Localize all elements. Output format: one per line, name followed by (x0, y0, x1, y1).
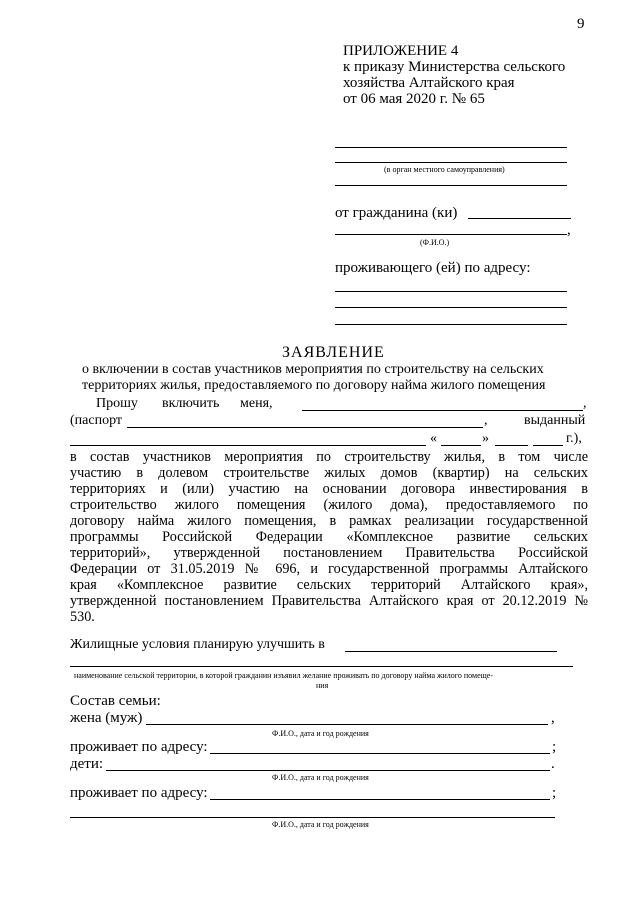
appendix-title: ПРИЛОЖЕНИЕ 4 (343, 43, 459, 59)
passport-label: (паспорт (70, 413, 123, 428)
address-line-1 (335, 291, 567, 292)
organ-caption: (в орган местного самоуправления) (384, 165, 505, 174)
date-year-line (533, 445, 563, 446)
from-citizen-label: от гражданина (ки) (335, 205, 458, 221)
body-line-7: территорий», утвержденной постановлением Правительства Российской (70, 545, 588, 561)
body-line-6: программы Российской Федерации «Комплексное развитие сельских (70, 529, 588, 545)
territory-caption-2: ния (316, 681, 329, 690)
applicant-line-comma: , (583, 396, 587, 411)
territory-line (70, 666, 573, 667)
spouse-address-line (210, 753, 550, 754)
territory-caption-1: наименование сельской территории, в которой гражданин изъявил желание проживать по договору найма жилого помеще- (74, 671, 493, 680)
statement-subtitle-1: о включении в состав участников мероприятия по строительству на сельских (82, 362, 544, 377)
body-line-11: 530. (70, 609, 95, 625)
body-line-9: края «Комплексное развитие сельских территорий Алтайского края», (70, 577, 588, 593)
appendix-line-2: хозяйства Алтайского края (343, 75, 515, 91)
date-month-line (495, 445, 528, 446)
statement-subtitle-2: территориях жилья, предоставляемого по договору найма жилого помещения (82, 378, 546, 393)
children-address-label: проживает по адресу: (70, 785, 208, 801)
children-address-end: ; (552, 785, 557, 801)
passport-line (127, 427, 483, 428)
body-line-5: договору найма жилого помещения, в рамках реализации государственной (70, 513, 588, 529)
from-citizen-line (468, 218, 571, 219)
body-line-2: участию в долевом строительстве жилых домов (квартир) на сельских (70, 465, 588, 481)
passport-comma: , (484, 413, 488, 428)
spouse-comma: , (551, 710, 555, 726)
extra-line-right (370, 817, 555, 818)
family-title: Состав семьи: (70, 693, 161, 709)
housing-line (345, 651, 557, 652)
spouse-address-end: ; (552, 739, 557, 755)
fio-line-comma: , (567, 222, 571, 238)
request-word-1: Прошу (96, 396, 138, 411)
spouse-line (146, 724, 548, 725)
date-open-quote: « (430, 431, 437, 446)
children-address-line (210, 799, 550, 800)
appendix-line-1: к приказу Министерства сельского (343, 59, 566, 75)
request-word-3: меня, (240, 396, 273, 411)
body-line-1: в состав участников мероприятия по строительству жилья, в том числе (70, 449, 588, 465)
body-line-3: территориях и (или) участию на основании договора инвестирования в (70, 481, 588, 497)
organ-line-1 (335, 147, 567, 148)
children-end: . (551, 756, 555, 772)
housing-label: Жилищные условия планирую улучшить в (70, 637, 325, 652)
appendix-line-3: от 06 мая 2020 г. № 65 (343, 91, 485, 107)
children-line (106, 770, 550, 771)
children-caption: Ф.И.О., дата и год рождения (272, 773, 369, 782)
body-line-10: утвержденной постановлением Правительства Алтайского края от 20.12.2019 № (70, 593, 588, 609)
organ-line-2 (335, 162, 567, 163)
request-word-2: включить (162, 396, 220, 411)
extra-caption: Ф.И.О., дата и год рождения (272, 820, 369, 829)
issued-label: выданный (524, 413, 586, 428)
issued-by-line (70, 445, 426, 446)
body-line-8: Федерации от 31.05.2019 № 696, и государственной программы Алтайского (70, 561, 588, 577)
spouse-caption: Ф.И.О., дата и год рождения (272, 729, 369, 738)
body-line-4: строительство жилого помещения (жилого дома), предоставляемого по (70, 497, 588, 513)
fio-line (335, 234, 567, 235)
applicant-name-line (302, 410, 583, 411)
date-day-line (441, 445, 481, 446)
address-label: проживающего (ей) по адресу: (335, 260, 531, 276)
fio-caption: (Ф.И.О.) (420, 238, 450, 247)
extra-line-left (70, 817, 370, 818)
date-year-suffix: г.), (566, 431, 582, 446)
date-close-quote: » (482, 431, 489, 446)
organ-line-3 (335, 185, 567, 186)
address-line-3 (335, 324, 567, 325)
address-line-2 (335, 307, 567, 308)
spouse-address-label: проживает по адресу: (70, 739, 208, 755)
page-number: 9 (577, 16, 585, 32)
spouse-label: жена (муж) (70, 710, 143, 726)
children-label: дети: (70, 756, 104, 772)
statement-title: ЗАЯВЛЕНИЕ (282, 344, 385, 361)
